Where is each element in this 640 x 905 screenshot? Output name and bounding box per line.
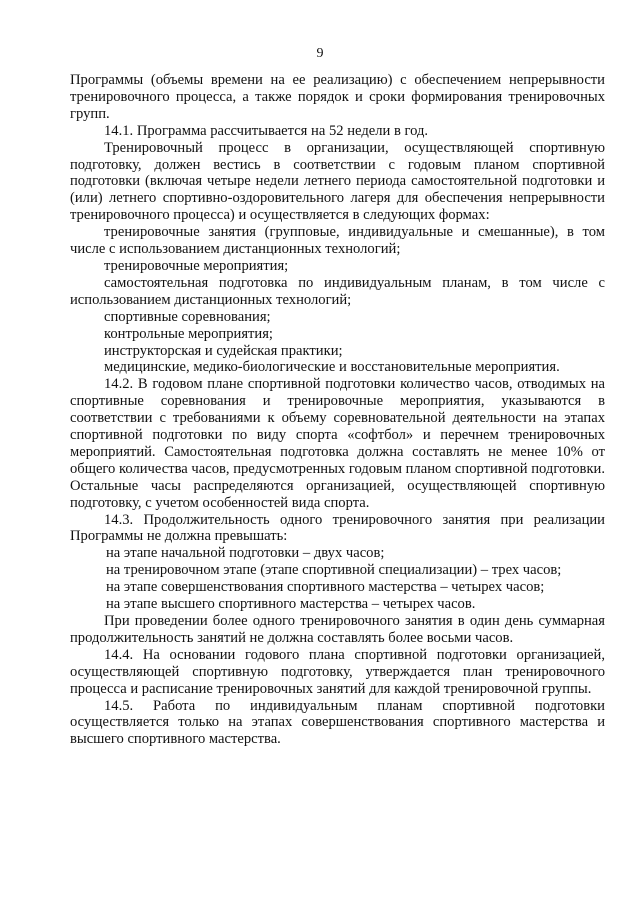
paragraph: 14.1. Программа рассчитывается на 52 недели в год. (104, 122, 429, 139)
paragraph: самостоятельная подготовка по индивидуальным планам, в том числе с использованием дистанционных технологий; (70, 274, 605, 308)
paragraph: тренировочные мероприятия; (104, 257, 289, 274)
paragraph: на этапе совершенствования спортивного мастерства – четырех часов; (106, 579, 545, 596)
paragraph: Тренировочный процесс в организации, осуществляющей спортивную подготовку, должен вестись в соответствии с годовым планом спортивной подготовки (включая четыре недели летнего периода самостоятельной подготовки и (или) летнего спортивно-оздоровительного лагеря для обеспечения непрерывности тренировочного процесса) и осуществляется в следующих формах: (70, 139, 605, 224)
body-text (70, 72, 605, 748)
paragraph: спортивные соревнования; (104, 308, 271, 325)
paragraph: на этапе начальной подготовки – двух часов; (106, 545, 385, 562)
paragraph: медицинские, медико-биологические и восстановительные мероприятия. (104, 359, 560, 376)
paragraph: 14.4. На основании годового плана спортивной подготовки организацией, осуществляющей спортивную подготовку, утверждается план тренировочного процесса и расписание тренировочных занятий для каждой тренировочной группы. (70, 646, 605, 697)
paragraph: на тренировочном этапе (этапе спортивной специализации) – трех часов; (106, 562, 562, 579)
paragraph: Программы (объемы времени на ее реализацию) с обеспечением непрерывности тренировочного процесса, а также порядок и сроки формирования тренировочных групп. (70, 72, 605, 122)
paragraph: тренировочные занятия (групповые, индивидуальные и смешанные), в том числе с использованием дистанционных технологий; (70, 224, 605, 258)
paragraph: на этапе высшего спортивного мастерства – четырех часов. (106, 596, 476, 613)
paragraph: инструкторская и судейская практики; (104, 342, 343, 359)
paragraph: контрольные мероприятия; (104, 325, 273, 342)
paragraph: 14.5. Работа по индивидуальным планам спортивной подготовки осуществляется только на этапах совершенствования спортивного мастерства и высшего спортивного мастерства. (70, 697, 605, 748)
page-number: 9 (316, 46, 324, 61)
paragraph: 14.3. Продолжительность одного тренировочного занятия при реализации Программы не должна превышать: (70, 511, 605, 545)
paragraph: При проведении более одного тренировочного занятия в один день суммарная продолжительность занятий не должна составлять более восьми часов. (70, 613, 605, 646)
paragraph: 14.2. В годовом плане спортивной подготовки количество часов, отводимых на спортивные соревнования и тренировочные мероприятия, указываются в соответствии с требованиями к объему соревновательной деятельности на этапах спортивной подготовки по виду спорта «софтбол» и перечнем тренировочных мероприятий. Самостоятельная подготовка должна составлять не менее 10% от общего количества часов, предусмотренных годовым планом спортивной подготовки. Остальные часы распределяются организацией, осуществляющей спортивную подготовку, с учетом особенностей вида спорта. (70, 376, 605, 511)
